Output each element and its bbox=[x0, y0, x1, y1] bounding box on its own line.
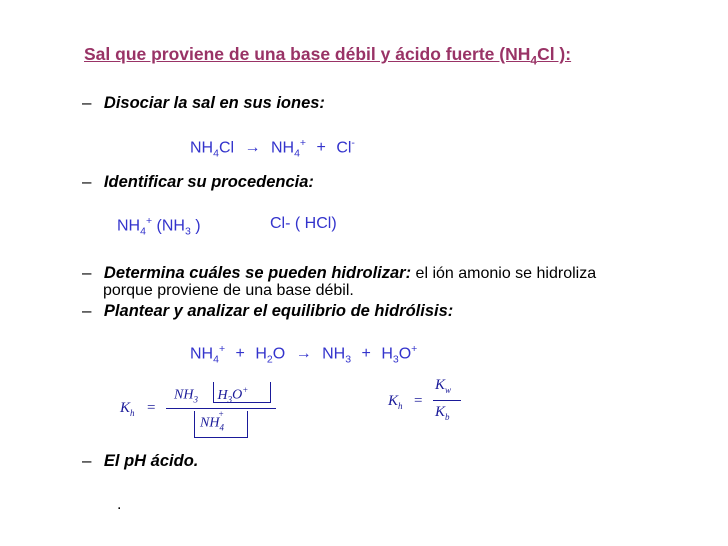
bullet-dash: – bbox=[82, 93, 92, 112]
kh-numerator: $NH_3$ $H_3O^+$ bbox=[174, 385, 249, 405]
kh2-fraction-line bbox=[433, 400, 461, 401]
hydrolysis-equation: $NH_4^+ + H_2O \to NH_3 + H_3O^+$ bbox=[190, 343, 418, 366]
bullet-origin: – Identificar su procedencia: bbox=[82, 172, 314, 191]
bullet-ph: – El pH ácido. bbox=[82, 451, 199, 470]
dissociation-equation: $NH_4Cl \to NH_4^+ + Cl^-$ bbox=[190, 137, 355, 160]
bullet-equilibrium: – Plantear y analizar el equilibrio de hidrólisis: bbox=[82, 301, 454, 320]
trailing-dot: . bbox=[117, 496, 122, 513]
kh-symbol: $K_h$ bbox=[120, 400, 135, 418]
kw-numerator: $K_w$ bbox=[435, 377, 452, 395]
slide-title: Sal que proviene de una base débil y ácido fuerte ($NH_4Cl$ ): bbox=[84, 44, 572, 68]
kh2-symbol: $K_h$ bbox=[388, 393, 403, 411]
numerator-bracket bbox=[213, 382, 271, 403]
origin-chloride: Cl- ( HCl) bbox=[270, 215, 337, 232]
bullet-dissociate bbox=[82, 93, 325, 113]
origin-ammonium: $NH_4^+$ ($NH_3$ ) bbox=[117, 215, 201, 238]
kh-denominator: $NH_4^+$ bbox=[200, 409, 225, 433]
bullet-origin-text: Identificar su procedencia: bbox=[103, 173, 314, 191]
denominator-bracket bbox=[194, 411, 248, 438]
bullet-equilibrium-text: Plantear y analizar el equilibrio de hidrólisis: bbox=[103, 302, 454, 320]
bullet-hydrolyze: – Determina cuáles se pueden hidrolizar: el ión amonio se hidroliza bbox=[82, 263, 597, 282]
bullet-ph-text: El pH ácido. bbox=[103, 452, 199, 470]
bullet-hydrolyze-bold: Determina cuáles se pueden hidrolizar: bbox=[103, 264, 412, 282]
bullet-hydrolyze-line2: porque proviene de una base débil. bbox=[103, 282, 354, 299]
bullet-dissociate-text: Disociar la sal en sus iones: bbox=[103, 94, 325, 112]
bullet-hydrolyze-rest: el ión amonio se hidroliza bbox=[411, 265, 597, 282]
kb-denominator: $K_b$ bbox=[435, 404, 450, 422]
